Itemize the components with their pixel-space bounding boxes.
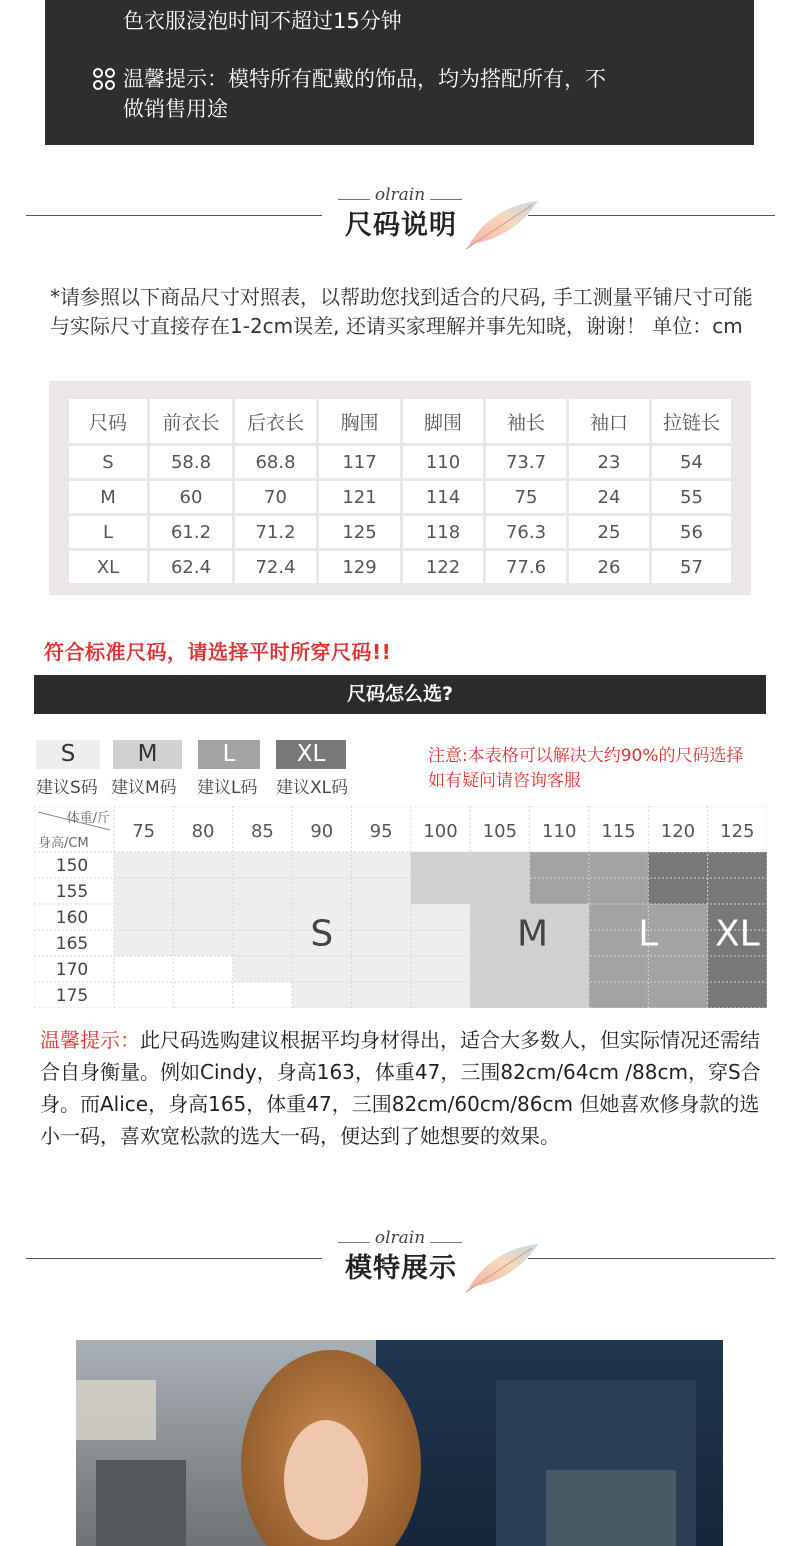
feather-icon <box>462 1238 544 1294</box>
height-tick-label: 160 <box>55 908 89 928</box>
heatmap-cell <box>351 956 411 983</box>
axis-label-weight: 体重/斤 <box>66 811 110 826</box>
divider-right <box>528 215 775 216</box>
size-table-header-cell: 脚围 <box>403 399 483 443</box>
weight-tick-label: 85 <box>250 821 274 842</box>
heatmap-cell <box>114 852 174 879</box>
divider-left <box>26 215 322 216</box>
heatmap-cell <box>292 982 352 1008</box>
weight-tick-label: 100 <box>423 821 458 842</box>
legend-label-l: 建议L码 <box>197 778 258 798</box>
size-table-cell: 62.4 <box>150 551 232 583</box>
size-table-cell: 26 <box>569 551 649 583</box>
section-title: 模特展示 <box>345 1253 457 1284</box>
size-table-cell: 56 <box>652 516 731 548</box>
heatmap-cell <box>708 982 767 1008</box>
size-table-row <box>69 446 731 478</box>
heatmap-cell <box>173 982 233 1008</box>
size-table-header-cell: 胸围 <box>319 399 400 443</box>
size-table-cell: 121 <box>319 481 400 513</box>
heatmap-cell <box>530 852 590 879</box>
heatmap-cell <box>233 956 293 983</box>
logo-rule-left <box>338 1242 370 1243</box>
heatmap-cell <box>351 904 411 931</box>
size-table-cell: 55 <box>652 481 731 513</box>
heatmap-cell <box>411 878 471 905</box>
axis-label-height: 身高/CM <box>38 836 89 851</box>
size-table-cell: 73.7 <box>486 446 566 478</box>
size-table-header-cell: 前衣长 <box>150 399 232 443</box>
heatmap-cell <box>351 878 411 905</box>
sizing-tip <box>40 1024 765 1152</box>
heatmap-cell <box>708 956 767 983</box>
size-table-header-cell: 袖口 <box>569 399 649 443</box>
size-table-cell: 54 <box>652 446 731 478</box>
size-table-cell: S <box>69 446 147 478</box>
brand-logo: olrain <box>374 185 426 205</box>
care-line-2: 温馨提示：模特所有配戴的饰品，均为搭配所有，不 <box>123 67 606 91</box>
height-tick-label: 150 <box>55 856 89 876</box>
heatmap-cell <box>589 852 649 879</box>
weight-tick-label: 120 <box>660 821 696 842</box>
heatmap-cell <box>351 930 411 957</box>
size-table-cell: 75 <box>486 481 566 513</box>
logo-rule-left <box>338 199 370 200</box>
heatmap-cell <box>173 904 233 931</box>
size-table-row <box>69 516 731 548</box>
model-section-header <box>0 1224 800 1304</box>
heatmap-cell <box>411 852 471 879</box>
size-table-header-cell: 拉链长 <box>652 399 731 443</box>
size-table-cell: 125 <box>319 516 400 548</box>
size-region-label: S <box>310 913 334 955</box>
size-advice-note: 符合标准尺码，请选择平时所穿尺码!! <box>44 640 392 664</box>
legend-label-s: 建议S码 <box>36 778 98 798</box>
care-line-3: 做销售用途 <box>123 97 228 121</box>
heatmap-cell <box>708 852 767 879</box>
care-instructions-box <box>45 0 754 145</box>
size-table-cell: 57 <box>652 551 731 583</box>
size-table-header-cell: 后衣长 <box>235 399 316 443</box>
size-table-header-cell: 尺码 <box>69 399 147 443</box>
brand-logo: olrain <box>374 1228 426 1248</box>
flower-bullet-icon <box>93 68 115 90</box>
size-table-cell: 70 <box>235 481 316 513</box>
legend-swatch-xl: XL <box>276 740 346 769</box>
size-table-cell: 61.2 <box>150 516 232 548</box>
heatmap-cell <box>292 956 352 983</box>
divider-left <box>26 1258 322 1259</box>
size-table-cell: 71.2 <box>235 516 316 548</box>
heatmap-cell <box>351 852 411 879</box>
legend-swatch-l: L <box>198 740 260 769</box>
size-table-cell: 114 <box>403 481 483 513</box>
logo-rule-right <box>430 199 462 200</box>
heatmap-cell <box>173 930 233 957</box>
size-table-cell: 110 <box>403 446 483 478</box>
size-table-cell: XL <box>69 551 147 583</box>
size-table <box>66 396 734 586</box>
size-table-cell: 76.3 <box>486 516 566 548</box>
legend-swatch-s: S <box>36 740 100 769</box>
size-table-cell: 118 <box>403 516 483 548</box>
size-table-cell: M <box>69 481 147 513</box>
size-table-cell: 25 <box>569 516 649 548</box>
size-table-cell: 58.8 <box>150 446 232 478</box>
heatmap-cell <box>589 956 649 983</box>
height-tick-label: 165 <box>55 934 89 954</box>
heatmap-cell <box>648 982 708 1008</box>
heatmap-cell <box>292 878 352 905</box>
feather-icon <box>462 195 544 251</box>
heatmap-cell <box>173 852 233 879</box>
heatmap-cell <box>470 878 530 905</box>
legend-swatch-m: M <box>113 740 182 769</box>
heatmap-cell <box>233 982 293 1008</box>
weight-tick-label: 95 <box>369 821 393 842</box>
heatmap-cell <box>292 852 352 879</box>
heatmap-cell <box>411 956 471 983</box>
size-table-cell: 68.8 <box>235 446 316 478</box>
weight-tick-label: 115 <box>601 821 636 842</box>
heatmap-cell <box>173 878 233 905</box>
model-photo-image <box>76 1340 723 1546</box>
heatmap-cell <box>470 956 530 983</box>
size-table-row <box>69 481 731 513</box>
size-region-label: XL <box>714 913 760 955</box>
size-table-cell: 72.4 <box>235 551 316 583</box>
size-table-header-cell: 袖长 <box>486 399 566 443</box>
weight-tick-label: 80 <box>191 821 215 842</box>
weight-tick-label: 110 <box>542 821 577 842</box>
heatmap-cell <box>114 982 174 1008</box>
heatmap-cell <box>648 878 708 905</box>
heatmap-cell <box>530 956 590 983</box>
heatmap-cell <box>173 956 233 983</box>
heatmap-cell <box>470 982 530 1008</box>
care-line-1: 色衣服浸泡时间不超过15分钟 <box>123 9 402 33</box>
size-table-cell: 77.6 <box>486 551 566 583</box>
size-recommendation-chart <box>34 806 767 1008</box>
height-tick-label: 170 <box>55 960 89 980</box>
size-region-label: L <box>638 913 659 955</box>
size-section-header <box>0 181 800 261</box>
heatmap-cell <box>114 956 174 983</box>
size-table-header-row <box>69 399 731 443</box>
section-title: 尺码说明 <box>345 210 457 241</box>
heatmap-cell <box>470 852 530 879</box>
size-region-label: M <box>516 913 549 955</box>
heatmap-cell <box>114 904 174 931</box>
heatmap-cell <box>233 878 293 905</box>
heatmap-cell <box>648 852 708 879</box>
size-table-cell: 60 <box>150 481 232 513</box>
heatmap-cell <box>530 878 590 905</box>
logo-rule-right <box>430 1242 462 1243</box>
heatmap-cell <box>114 878 174 905</box>
heatmap-cell <box>411 904 471 931</box>
divider-right <box>528 1258 775 1259</box>
size-table-cell: 24 <box>569 481 649 513</box>
tip-label: 温馨提示： <box>40 1028 140 1052</box>
heatmap-cell <box>411 982 471 1008</box>
notice-line-2: 如有疑问请咨询客服 <box>428 771 581 791</box>
size-table-cell: 129 <box>319 551 400 583</box>
heatmap-cell <box>708 878 767 905</box>
heatmap-cell <box>233 852 293 879</box>
heatmap-cell <box>589 982 649 1008</box>
tip-text: 此尺码选购建议根据平均身材得出，适合大多数人，但实际情况还需结合自身衡量。例如Cindy，身高163，体重47，三围82cm/64cm /88cm，穿S合身。而Alice，身高165，体重47，三围82cm/60cm/86cm 但她喜欢修身款的选小一码，喜欢宽松款的选大一码，便达到了她想要的效果。 <box>40 1028 761 1148</box>
heatmap-cell <box>114 930 174 957</box>
weight-tick-label: 75 <box>132 821 156 842</box>
size-table-row <box>69 551 731 583</box>
heatmap-cell <box>411 930 471 957</box>
heatmap-cell <box>351 982 411 1008</box>
size-chart-svg <box>34 806 767 1008</box>
heatmap-cell <box>648 956 708 983</box>
size-table-cell: 23 <box>569 446 649 478</box>
weight-tick-label: 125 <box>720 821 755 842</box>
size-table-cell: L <box>69 516 147 548</box>
how-to-choose-bar: 尺码怎么选? <box>34 675 766 714</box>
notice-line-1: 注意:本表格可以解决大约90%的尺码选择 <box>428 746 744 766</box>
weight-tick-label: 105 <box>482 821 518 842</box>
legend-label-m: 建议M码 <box>111 778 177 798</box>
legend-label-xl: 建议XL码 <box>276 778 349 798</box>
model-photo <box>76 1340 723 1546</box>
heatmap-cell <box>233 904 293 931</box>
height-tick-label: 155 <box>55 882 89 902</box>
weight-tick-label: 90 <box>310 821 334 842</box>
size-table-cell: 122 <box>403 551 483 583</box>
size-intro-text: *请参照以下商品尺寸对照表，以帮助您找到适合的尺码, 手工测量平铺尺寸可能与实际尺寸直接存在1-2cm误差, 还请买家理解并事先知晓，谢谢！ 单位：cm <box>50 285 753 338</box>
height-tick-label: 175 <box>55 986 89 1006</box>
size-table-cell: 117 <box>319 446 400 478</box>
heatmap-cell <box>589 878 649 905</box>
heatmap-cell <box>233 930 293 957</box>
heatmap-cell <box>530 982 590 1008</box>
